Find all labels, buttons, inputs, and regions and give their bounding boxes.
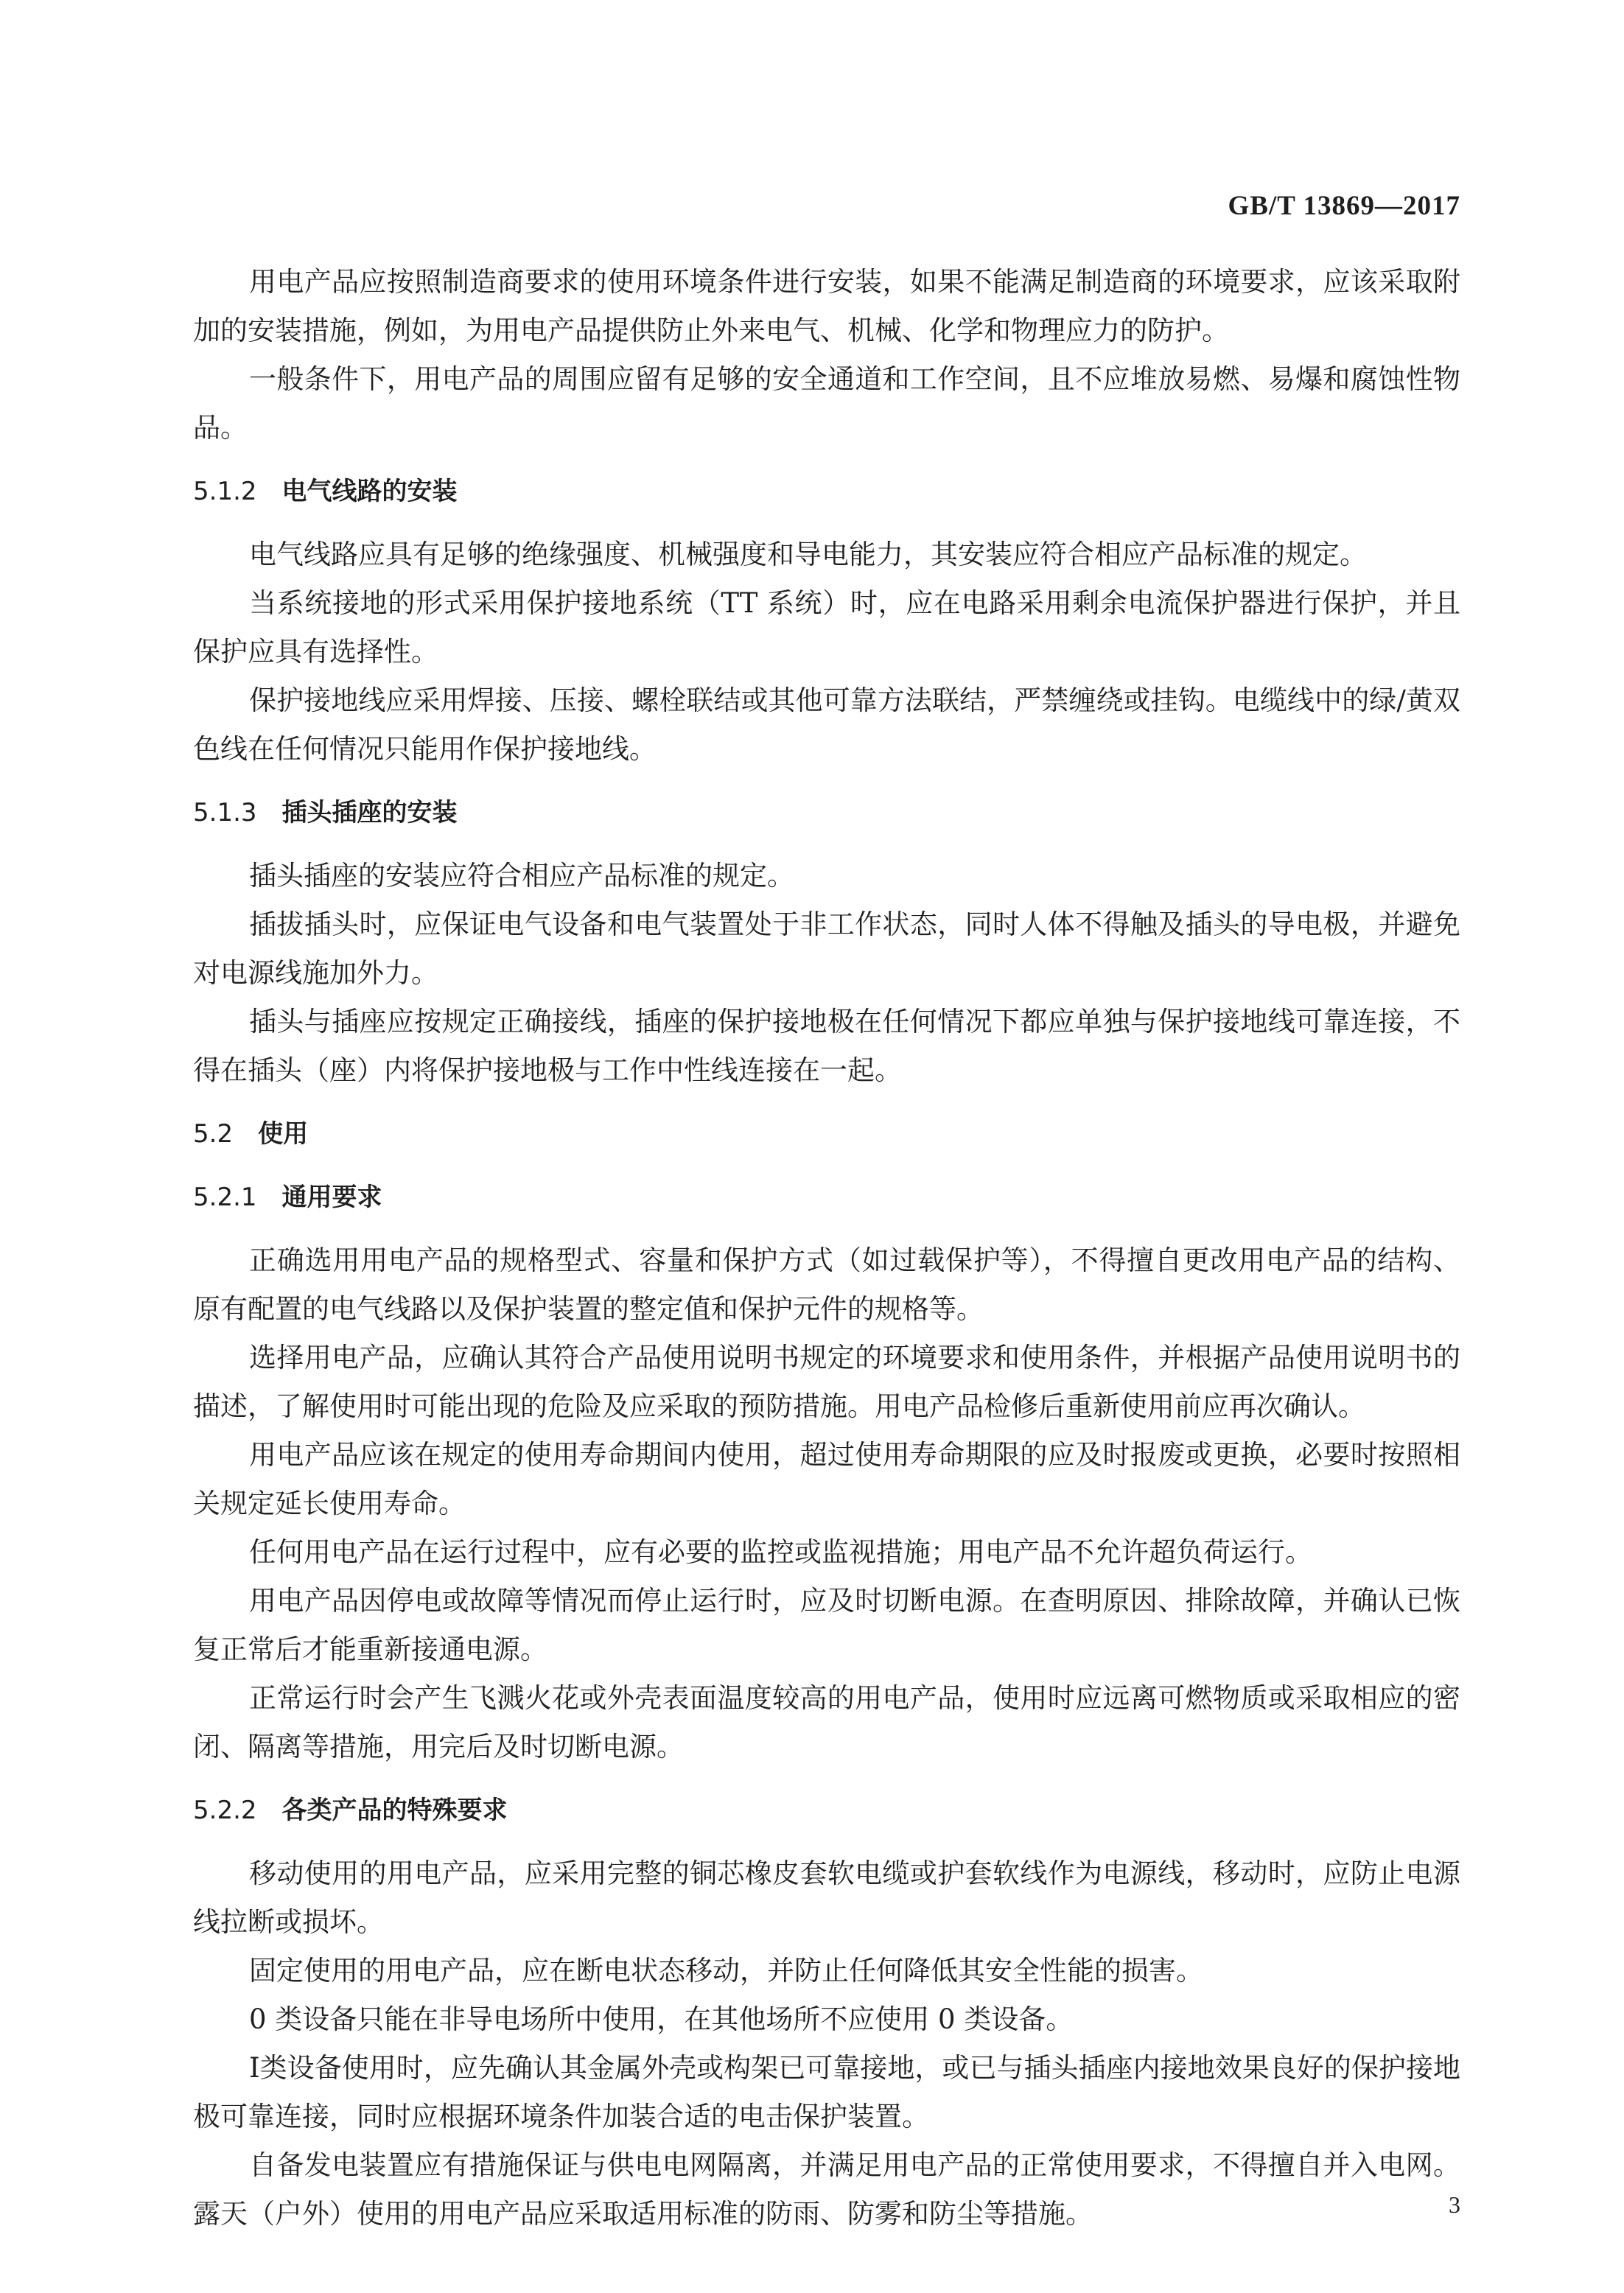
paragraph: 正确选用用电产品的规格型式、容量和保护方式（如过载保护等），不得擅自更改用电产品的结构、原有配置的电气线路以及保护装置的整定值和保护元件的规格等。: [193, 1244, 1460, 1325]
paragraph: Ⅰ类设备使用时，应先确认其金属外壳或构架已可靠接地，或已与插头插座内接地效果良好的保护接地极可靠连接，同时应根据环境条件加装合适的电击保护装置。: [193, 2052, 1460, 2132]
paragraph: 固定使用的用电产品，应在断电状态移动，并防止任何降低其安全性能的损害。: [249, 1955, 1203, 1986]
paragraph: 用电产品应按照制造商要求的使用环境条件进行安装，如果不能满足制造商的环境要求，应该采取附加的安装措施，例如，为用电产品提供防止外来电气、机械、化学和物理应力的防护。: [193, 266, 1460, 346]
paragraph: 当系统接地的形式采用保护接地系统（TT 系统）时，应在电路采用剩余电流保护器进行保护，并且保护应具有选择性。: [193, 587, 1460, 668]
paragraph: 任何用电产品在运行过程中，应有必要的监控或监视措施；用电产品不允许超负荷运行。: [249, 1536, 1312, 1568]
section-heading-5-2-1: [193, 1173, 1460, 1222]
paragraph: 0 类设备只能在非导电场所中使用，在其他场所不应使用 0 类设备。: [249, 2003, 1074, 2035]
section-number: 5.1.3: [193, 798, 257, 827]
page-content: [193, 258, 1460, 2238]
section-heading-5-1-3: [193, 788, 1460, 837]
section-number: 5.2.2: [193, 1796, 257, 1825]
section-number: 5.2.1: [193, 1183, 257, 1212]
paragraph: 移动使用的用电产品，应采用完整的铜芯橡皮套软电缆或护套软线作为电源线，移动时，应防止电源线拉断或损坏。: [193, 1858, 1460, 1938]
section-heading-5-1-2: [193, 467, 1460, 516]
section-title: 各类产品的特殊要求: [281, 1796, 508, 1825]
section-heading-5-2: [193, 1110, 1460, 1158]
section-number: 5.2: [193, 1119, 234, 1149]
paragraph: 保护接地线应采用焊接、压接、螺栓联结或其他可靠方法联结，严禁缠绕或挂钩。电缆线中的绿/黄双色线在任何情况只能用作保护接地线。: [193, 685, 1460, 765]
paragraph: 自备发电装置应有措施保证与供电电网隔离，并满足用电产品的正常使用要求，不得擅自并入电网。露天（户外）使用的用电产品应采取适用标准的防雨、防雾和防尘等措施。: [193, 2149, 1460, 2230]
section-number: 5.1.2: [193, 477, 257, 506]
paragraph: 选择用电产品，应确认其符合产品使用说明书规定的环境要求和使用条件，并根据产品使用说明书的描述，了解使用时可能出现的危险及应采取的预防措施。用电产品检修后重新使用前应再次确认。: [193, 1342, 1460, 1422]
section-title: 电气线路的安装: [281, 477, 458, 506]
page-number: 3: [1449, 2191, 1460, 2218]
paragraph: 插拔插头时，应保证电气设备和电气装置处于非工作状态，同时人体不得触及插头的导电极，并避免对电源线施加外力。: [193, 909, 1460, 989]
standard-code: GB/T 13869—2017: [1228, 191, 1460, 221]
paragraph: 正常运行时会产生飞溅火花或外壳表面温度较高的用电产品，使用时应远离可燃物质或采取相应的密闭、隔离等措施，用完后及时切断电源。: [193, 1682, 1460, 1762]
paragraph: 电气线路应具有足够的绝缘强度、机械强度和导电能力，其安装应符合相应产品标准的规定。: [249, 539, 1367, 570]
section-title: 使用: [258, 1119, 309, 1149]
paragraph: 用电产品因停电或故障等情况而停止运行时，应及时切断电源。在查明原因、排除故障，并确认已恢复正常后才能重新接通电源。: [193, 1585, 1460, 1665]
section-title: 通用要求: [281, 1183, 382, 1212]
paragraph: 一般条件下，用电产品的周围应留有足够的安全通道和工作空间，且不应堆放易燃、易爆和腐蚀性物品。: [193, 363, 1460, 444]
section-title: 插头插座的安装: [281, 798, 458, 827]
paragraph: 插头与插座应按规定正确接线，插座的保护接地极在任何情况下都应单独与保护接地线可靠连接，不得在插头（座）内将保护接地极与工作中性线连接在一起。: [193, 1006, 1460, 1086]
section-heading-5-2-2: [193, 1786, 1460, 1835]
paragraph: 用电产品应该在规定的使用寿命期间内使用，超过使用寿命期限的应及时报废或更换，必要时按照相关规定延长使用寿命。: [193, 1439, 1460, 1519]
paragraph: 插头插座的安装应符合相应产品标准的规定。: [249, 860, 794, 892]
